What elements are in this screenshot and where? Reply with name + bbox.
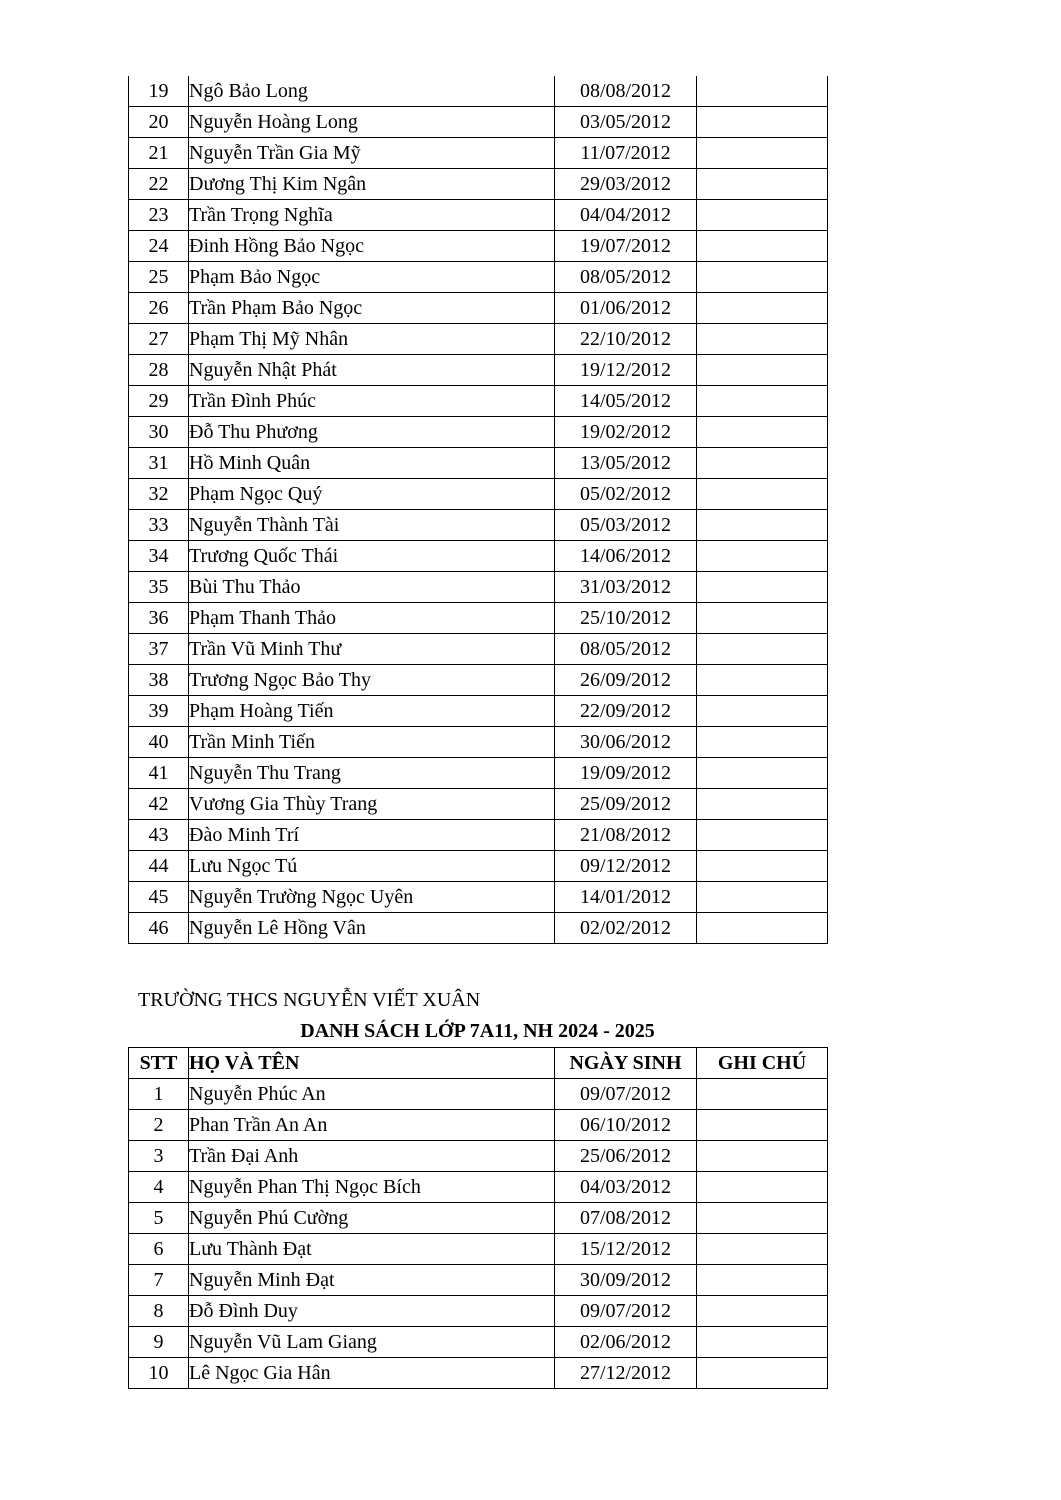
table-row xyxy=(129,851,828,882)
table-row xyxy=(129,1141,828,1172)
row-stt: 8 xyxy=(129,1296,189,1327)
list-title: DANH SÁCH LỚP 7A11, NH 2024 - 2025 xyxy=(300,1020,655,1042)
class-7a11-table xyxy=(128,1047,828,1389)
table-row xyxy=(129,572,828,603)
row-note xyxy=(697,107,828,138)
row-dob: 01/06/2012 xyxy=(555,293,697,324)
row-dob: 22/09/2012 xyxy=(555,696,697,727)
row-name: Nguyễn Lê Hồng Vân xyxy=(189,913,555,944)
row-stt: 24 xyxy=(129,231,189,262)
row-note xyxy=(697,417,828,448)
row-note xyxy=(697,789,828,820)
table-row xyxy=(129,107,828,138)
row-name: Nguyễn Trần Gia Mỹ xyxy=(189,138,555,169)
row-name: Phạm Hoàng Tiến xyxy=(189,696,555,727)
row-stt: 19 xyxy=(129,76,189,107)
school-name: TRƯỜNG THCS NGUYỄN VIẾT XUÂN xyxy=(138,989,481,1011)
row-note xyxy=(697,448,828,479)
row-note xyxy=(697,634,828,665)
row-dob: 19/02/2012 xyxy=(555,417,697,448)
row-stt: 40 xyxy=(129,727,189,758)
table-row xyxy=(129,293,828,324)
row-note xyxy=(697,1296,828,1327)
row-stt: 7 xyxy=(129,1265,189,1296)
row-dob: 19/09/2012 xyxy=(555,758,697,789)
row-note xyxy=(697,820,828,851)
row-stt: 42 xyxy=(129,789,189,820)
table-row xyxy=(129,355,828,386)
row-name: Phạm Thị Mỹ Nhân xyxy=(189,324,555,355)
row-stt: 22 xyxy=(129,169,189,200)
row-stt: 20 xyxy=(129,107,189,138)
row-name: Đỗ Thu Phương xyxy=(189,417,555,448)
table-header xyxy=(129,1048,828,1079)
row-note xyxy=(697,231,828,262)
row-dob: 25/06/2012 xyxy=(555,1141,697,1172)
table-row xyxy=(129,1265,828,1296)
row-note xyxy=(697,510,828,541)
table-row xyxy=(129,386,828,417)
row-name: Trương Ngọc Bảo Thy xyxy=(189,665,555,696)
row-note xyxy=(697,1110,828,1141)
row-name: Trần Đình Phúc xyxy=(189,386,555,417)
row-name: Nguyễn Phan Thị Ngọc Bích xyxy=(189,1172,555,1203)
row-name: Trương Quốc Thái xyxy=(189,541,555,572)
row-name: Nguyễn Trường Ngọc Uyên xyxy=(189,882,555,913)
table-row xyxy=(129,1327,828,1358)
row-name: Trần Đại Anh xyxy=(189,1141,555,1172)
table-row xyxy=(129,138,828,169)
table-row xyxy=(129,169,828,200)
table-row xyxy=(129,727,828,758)
row-name: Trần Vũ Minh Thư xyxy=(189,634,555,665)
row-note xyxy=(697,138,828,169)
row-name: Nguyễn Phú Cường xyxy=(189,1203,555,1234)
row-note xyxy=(697,1234,828,1265)
row-stt: 26 xyxy=(129,293,189,324)
class-7a11-rows xyxy=(129,1079,828,1389)
table-row xyxy=(129,262,828,293)
column-header-dob: NGÀY SINH xyxy=(555,1048,697,1079)
row-note xyxy=(697,76,828,107)
row-dob: 04/04/2012 xyxy=(555,200,697,231)
row-name: Nguyễn Nhật Phát xyxy=(189,355,555,386)
row-note xyxy=(697,541,828,572)
row-stt: 23 xyxy=(129,200,189,231)
row-stt: 45 xyxy=(129,882,189,913)
row-note xyxy=(697,1141,828,1172)
table-row xyxy=(129,634,828,665)
row-stt: 28 xyxy=(129,355,189,386)
row-name: Trần Trọng Nghĩa xyxy=(189,200,555,231)
row-stt: 5 xyxy=(129,1203,189,1234)
row-name: Nguyễn Minh Đạt xyxy=(189,1265,555,1296)
row-name: Đào Minh Trí xyxy=(189,820,555,851)
row-dob: 25/10/2012 xyxy=(555,603,697,634)
row-note xyxy=(697,851,828,882)
row-name: Nguyễn Hoàng Long xyxy=(189,107,555,138)
row-dob: 26/09/2012 xyxy=(555,665,697,696)
table-row xyxy=(129,913,828,944)
row-dob: 11/07/2012 xyxy=(555,138,697,169)
row-dob: 07/08/2012 xyxy=(555,1203,697,1234)
row-stt: 41 xyxy=(129,758,189,789)
row-note xyxy=(697,169,828,200)
row-stt: 35 xyxy=(129,572,189,603)
row-stt: 1 xyxy=(129,1079,189,1110)
row-stt: 34 xyxy=(129,541,189,572)
row-note xyxy=(697,1327,828,1358)
column-header-name: HỌ VÀ TÊN xyxy=(189,1048,555,1079)
row-note xyxy=(697,727,828,758)
row-stt: 39 xyxy=(129,696,189,727)
row-name: Lê Ngọc Gia Hân xyxy=(189,1358,555,1389)
table-row xyxy=(129,1234,828,1265)
row-dob: 08/05/2012 xyxy=(555,634,697,665)
table-row xyxy=(129,324,828,355)
table-row xyxy=(129,541,828,572)
table-row xyxy=(129,789,828,820)
table-row xyxy=(129,1203,828,1234)
row-note xyxy=(697,665,828,696)
row-dob: 25/09/2012 xyxy=(555,789,697,820)
previous-class-table xyxy=(128,76,828,944)
row-stt: 32 xyxy=(129,479,189,510)
row-name: Trần Minh Tiến xyxy=(189,727,555,758)
row-dob: 05/03/2012 xyxy=(555,510,697,541)
row-note xyxy=(697,386,828,417)
row-note xyxy=(697,882,828,913)
row-dob: 03/05/2012 xyxy=(555,107,697,138)
row-name: Hồ Minh Quân xyxy=(189,448,555,479)
row-stt: 6 xyxy=(129,1234,189,1265)
row-dob: 04/03/2012 xyxy=(555,1172,697,1203)
row-name: Phạm Thanh Thảo xyxy=(189,603,555,634)
row-dob: 19/12/2012 xyxy=(555,355,697,386)
row-dob: 21/08/2012 xyxy=(555,820,697,851)
row-name: Nguyễn Thu Trang xyxy=(189,758,555,789)
row-name: Đỗ Đình Duy xyxy=(189,1296,555,1327)
row-dob: 30/06/2012 xyxy=(555,727,697,758)
table-row xyxy=(129,76,828,107)
row-name: Nguyễn Phúc An xyxy=(189,1079,555,1110)
row-name: Lưu Thành Đạt xyxy=(189,1234,555,1265)
table-row xyxy=(129,479,828,510)
row-stt: 25 xyxy=(129,262,189,293)
row-dob: 29/03/2012 xyxy=(555,169,697,200)
row-name: Phạm Ngọc Quý xyxy=(189,479,555,510)
row-stt: 38 xyxy=(129,665,189,696)
row-note xyxy=(697,1358,828,1389)
row-dob: 08/05/2012 xyxy=(555,262,697,293)
row-stt: 46 xyxy=(129,913,189,944)
row-note xyxy=(697,355,828,386)
row-dob: 09/07/2012 xyxy=(555,1296,697,1327)
row-stt: 10 xyxy=(129,1358,189,1389)
row-stt: 21 xyxy=(129,138,189,169)
row-note xyxy=(697,262,828,293)
table-row xyxy=(129,603,828,634)
table-row xyxy=(129,510,828,541)
row-name: Nguyễn Thành Tài xyxy=(189,510,555,541)
row-stt: 44 xyxy=(129,851,189,882)
row-dob: 31/03/2012 xyxy=(555,572,697,603)
previous-class-rows xyxy=(129,76,828,944)
row-stt: 37 xyxy=(129,634,189,665)
header-row xyxy=(129,1048,828,1079)
table-row xyxy=(129,882,828,913)
row-name: Ngô Bảo Long xyxy=(189,76,555,107)
row-stt: 4 xyxy=(129,1172,189,1203)
table-row xyxy=(129,200,828,231)
table-row xyxy=(129,1172,828,1203)
table-row xyxy=(129,1296,828,1327)
row-note xyxy=(697,572,828,603)
row-stt: 29 xyxy=(129,386,189,417)
row-name: Nguyễn Vũ Lam Giang xyxy=(189,1327,555,1358)
table-row xyxy=(129,1358,828,1389)
table-row xyxy=(129,665,828,696)
row-stt: 27 xyxy=(129,324,189,355)
row-note xyxy=(697,293,828,324)
row-dob: 14/06/2012 xyxy=(555,541,697,572)
row-name: Vương Gia Thùy Trang xyxy=(189,789,555,820)
column-header-note: GHI CHÚ xyxy=(697,1048,828,1079)
row-dob: 09/12/2012 xyxy=(555,851,697,882)
row-note xyxy=(697,1265,828,1296)
table-row xyxy=(129,1079,828,1110)
table-row xyxy=(129,820,828,851)
row-note xyxy=(697,479,828,510)
row-name: Bùi Thu Thảo xyxy=(189,572,555,603)
row-dob: 02/02/2012 xyxy=(555,913,697,944)
row-dob: 15/12/2012 xyxy=(555,1234,697,1265)
row-dob: 14/01/2012 xyxy=(555,882,697,913)
row-dob: 02/06/2012 xyxy=(555,1327,697,1358)
row-dob: 13/05/2012 xyxy=(555,448,697,479)
table-row xyxy=(129,417,828,448)
row-note xyxy=(697,758,828,789)
table-row xyxy=(129,231,828,262)
table-row xyxy=(129,448,828,479)
row-dob: 06/10/2012 xyxy=(555,1110,697,1141)
table-row xyxy=(129,1110,828,1141)
column-header-stt: STT xyxy=(129,1048,189,1079)
row-dob: 05/02/2012 xyxy=(555,479,697,510)
row-stt: 2 xyxy=(129,1110,189,1141)
row-dob: 19/07/2012 xyxy=(555,231,697,262)
row-stt: 36 xyxy=(129,603,189,634)
row-stt: 9 xyxy=(129,1327,189,1358)
row-name: Phan Trần An An xyxy=(189,1110,555,1141)
row-stt: 31 xyxy=(129,448,189,479)
row-name: Trần Phạm Bảo Ngọc xyxy=(189,293,555,324)
row-name: Phạm Bảo Ngọc xyxy=(189,262,555,293)
row-note xyxy=(697,696,828,727)
table-row xyxy=(129,758,828,789)
row-note xyxy=(697,324,828,355)
row-note xyxy=(697,1172,828,1203)
row-stt: 30 xyxy=(129,417,189,448)
row-note xyxy=(697,913,828,944)
row-dob: 22/10/2012 xyxy=(555,324,697,355)
row-note xyxy=(697,1079,828,1110)
row-dob: 30/09/2012 xyxy=(555,1265,697,1296)
row-dob: 09/07/2012 xyxy=(555,1079,697,1110)
row-name: Lưu Ngọc Tú xyxy=(189,851,555,882)
row-stt: 33 xyxy=(129,510,189,541)
row-dob: 27/12/2012 xyxy=(555,1358,697,1389)
row-name: Dương Thị Kim Ngân xyxy=(189,169,555,200)
table-row xyxy=(129,696,828,727)
row-note xyxy=(697,200,828,231)
row-note xyxy=(697,1203,828,1234)
row-note xyxy=(697,603,828,634)
row-name: Đinh Hồng Bảo Ngọc xyxy=(189,231,555,262)
row-stt: 43 xyxy=(129,820,189,851)
row-dob: 14/05/2012 xyxy=(555,386,697,417)
row-dob: 08/08/2012 xyxy=(555,76,697,107)
row-stt: 3 xyxy=(129,1141,189,1172)
